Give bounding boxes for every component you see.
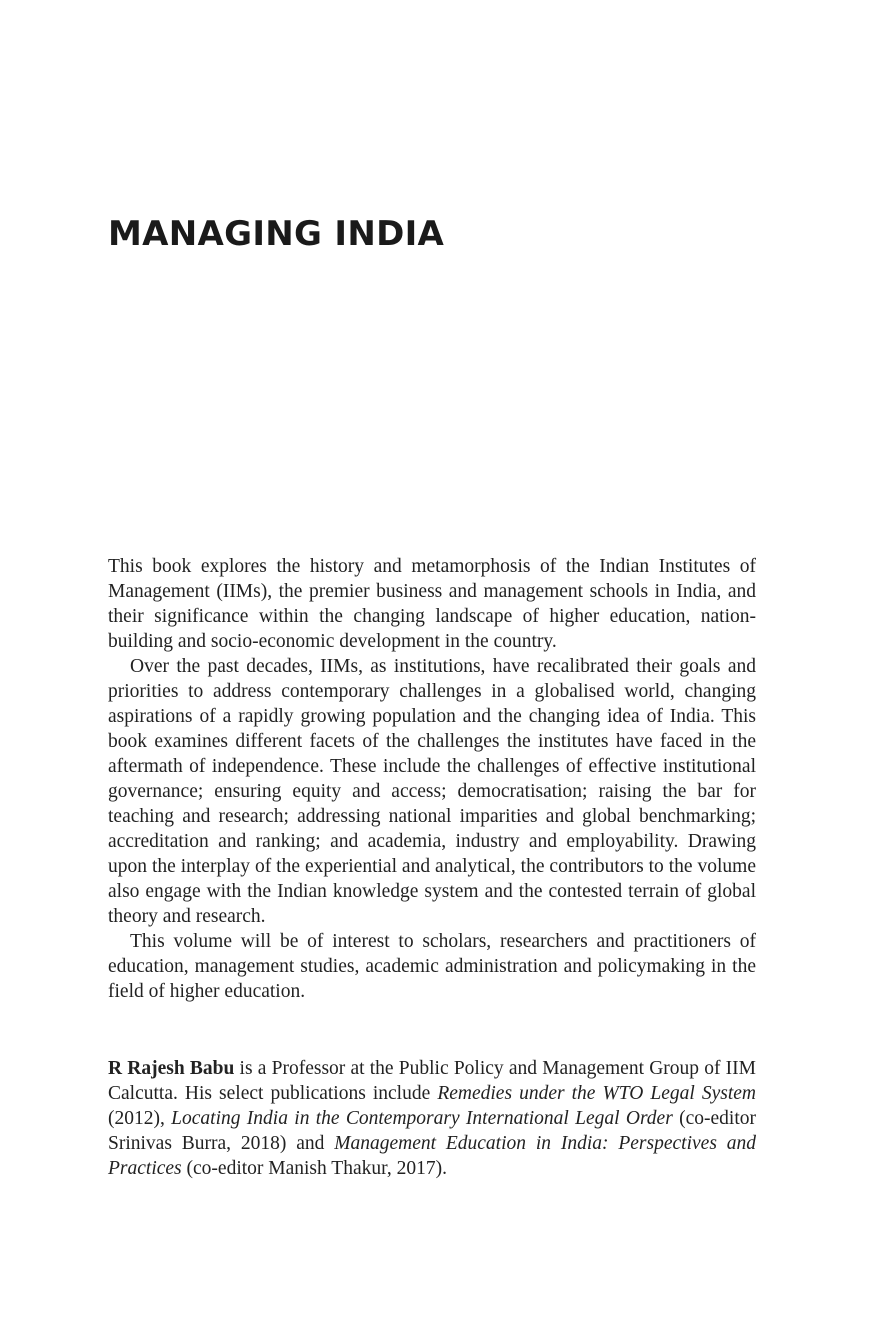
bio-text-2: (2012),: [108, 1108, 172, 1129]
author-name: R Rajesh Babu: [108, 1058, 235, 1079]
book-description: [108, 554, 756, 1004]
bio-text-4: (co-editor Manish Thakur, 2017).: [181, 1158, 447, 1179]
description-paragraph-1: This book explores the history and metamorphosis of the Indian Institutes of Management (IIMs), the premier business and management schools in India, and their significance within the changing landscape of higher education, nation-building and socio-economic development in the country.: [108, 556, 756, 652]
book-title-1: Remedies under the WTO Legal System: [437, 1083, 756, 1104]
description-paragraph-2: Over the past decades, IIMs, as institutions, have recalibrated their goals and priorities to address contemporary challenges in a globalised world, changing aspirations of a rapidly growing population and the changing idea of India. This book examines different facets of the challenges the institutes have faced in the aftermath of independence. These include the challenges of effective institutional governance; ensuring equity and access; democratisation; raising the bar for teaching and research; addressing national imparities and global benchmarking; accreditation and ranking; and academia, industry and employability. Drawing upon the interplay of the experiential and analytical, the contributors to the volume also engage with the Indian knowledge system and the contested terrain of global theory and research.: [108, 656, 756, 927]
bio-text-3: (co-editor Srinivas Burra, 2018) and: [108, 1108, 756, 1154]
author-bio: [108, 1056, 756, 1181]
book-title-3: Management Education in India: Perspectives and Practices: [108, 1133, 756, 1179]
description-paragraph-3: This volume will be of interest to scholars, researchers and practitioners of education, management studies, academic administration and policymaking in the field of higher education.: [108, 931, 756, 1002]
book-title-2: Locating India in the Contemporary International Legal Order: [171, 1108, 673, 1129]
page-title: MANAGING INDIA: [108, 214, 445, 254]
bio-text-1: is a Professor at the Public Policy and Management Group of IIM Calcutta. His select publications include: [108, 1058, 757, 1104]
